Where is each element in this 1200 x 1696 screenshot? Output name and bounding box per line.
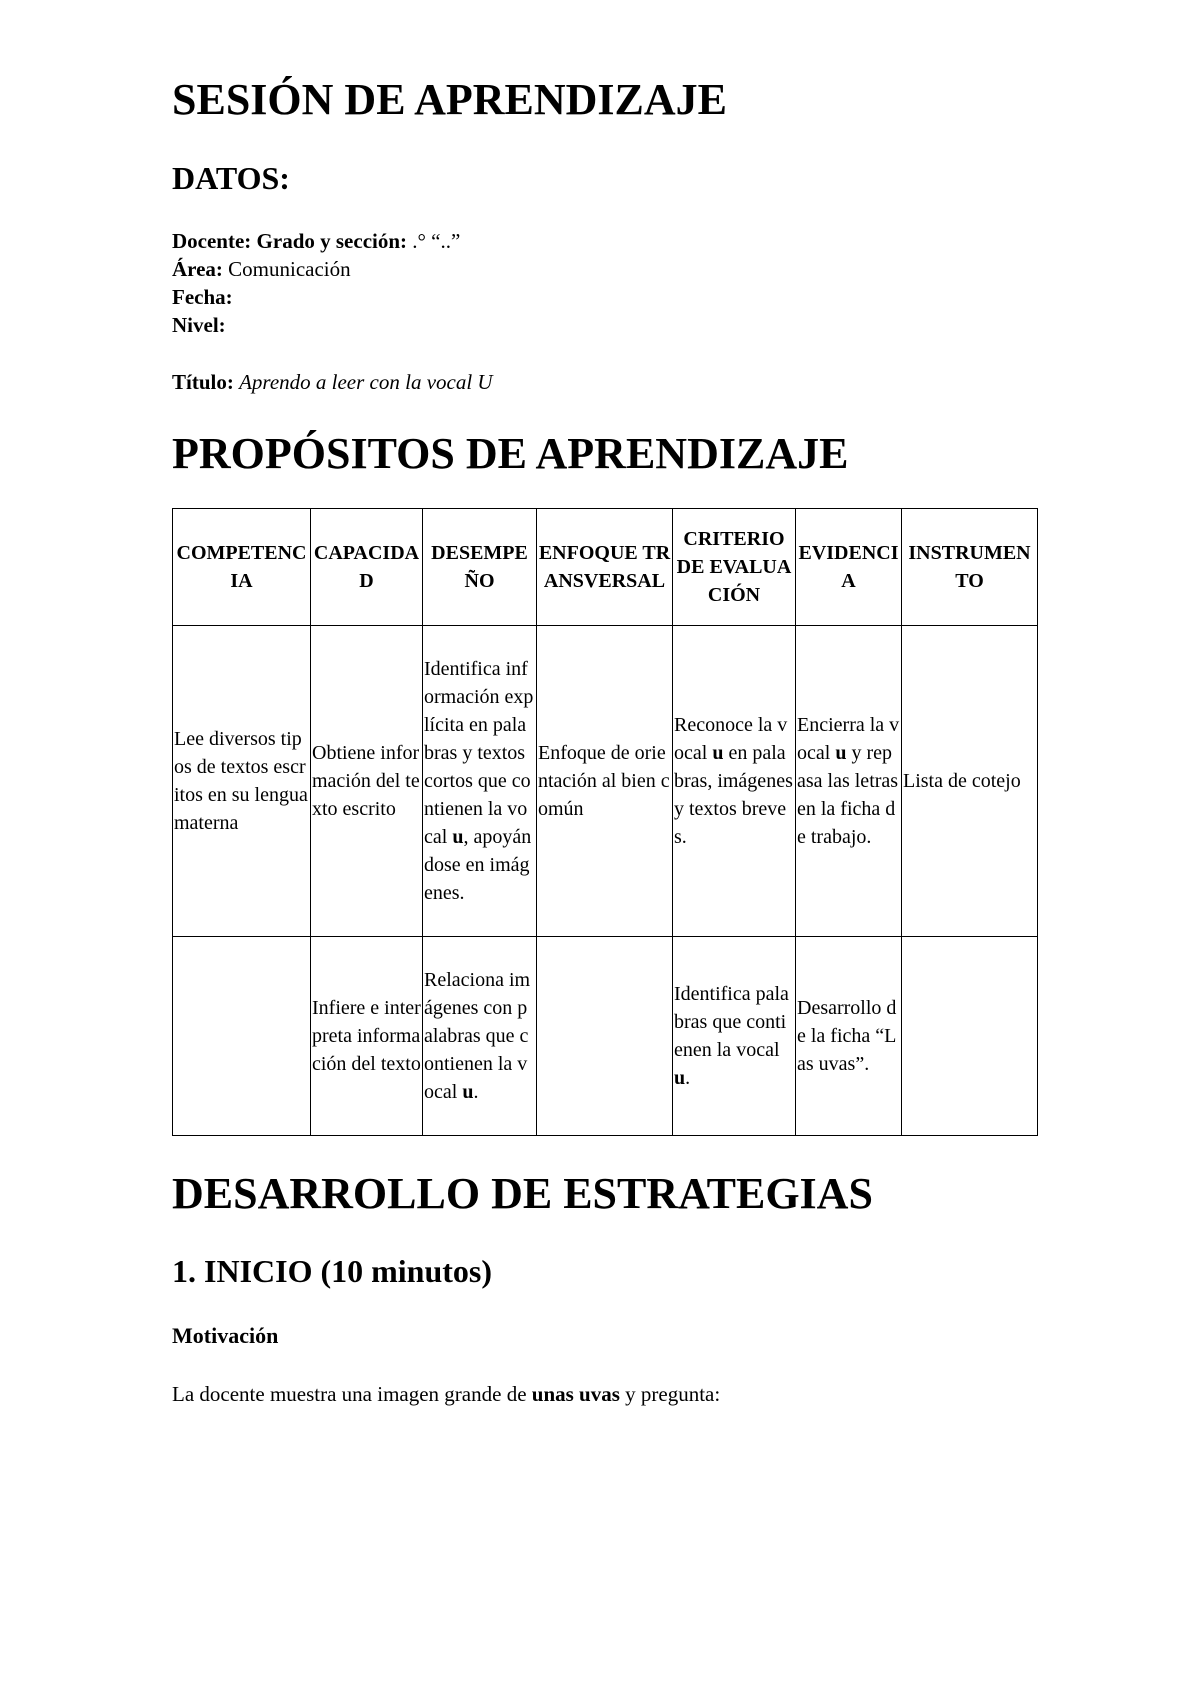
titulo-line <box>172 368 493 396</box>
motivacion-heading: Motivación <box>172 1323 279 1348</box>
area-value: Comunicación <box>228 257 351 281</box>
header-criterio: CRITERIO DE EVALUACIÓN <box>673 509 796 626</box>
header-instrumento: INSTRUMENTO <box>902 509 1038 626</box>
desempeno-text-end: , apoyándose en imágenes. <box>424 826 532 904</box>
desempeno-bold: u <box>452 826 464 848</box>
header-enfoque: ENFOQUE TRANSVERSAL <box>537 509 673 626</box>
titulo-label: Título: <box>172 370 234 394</box>
area-line <box>172 255 351 283</box>
grado-label: Grado y sección: <box>256 229 408 253</box>
cell-enfoque: Enfoque de orientación al bien común <box>537 626 673 937</box>
desempeno-text: Relaciona imágenes con palabras que contienen la vocal <box>424 969 531 1103</box>
criterio-text-end: . <box>685 1067 691 1089</box>
nivel-line <box>172 311 226 339</box>
cell-instrumento <box>902 937 1038 1136</box>
cell-desempeno <box>423 937 537 1136</box>
criterio-text: Identifica palabras que contienen la vocal <box>674 983 789 1061</box>
area-label: Área: <box>172 257 223 281</box>
cell-criterio <box>673 937 796 1136</box>
motivacion-text-end: y pregunta: <box>619 1382 721 1406</box>
table-row <box>173 937 1038 1136</box>
desempeno-text-end: . <box>473 1081 479 1103</box>
motivacion-text: La docente muestra una imagen grande de <box>172 1382 532 1406</box>
desempeno-bold: u <box>462 1081 474 1103</box>
propositos-heading: PROPÓSITOS DE APRENDIZAJE <box>172 429 849 478</box>
header-desempeno: DESEMPEÑO <box>423 509 537 626</box>
header-competencia: COMPETENCIA <box>173 509 311 626</box>
desempeno-text: Identifica información explícita en palabras y textos cortos que contienen la vocal <box>424 658 534 848</box>
desarrollo-heading: DESARROLLO DE ESTRATEGIAS <box>172 1169 873 1218</box>
header-evidencia: EVIDENCIA <box>796 509 902 626</box>
criterio-bold: u <box>712 742 724 764</box>
criterio-text-end: en palabras, imágenes y textos breves. <box>674 742 793 848</box>
motivacion-bold: unas uvas <box>531 1382 620 1406</box>
motivacion-paragraph <box>172 1380 720 1408</box>
datos-heading: DATOS: <box>172 160 290 196</box>
cell-competencia <box>173 937 311 1136</box>
cell-capacidad: Obtiene información del texto escrito <box>311 626 423 937</box>
cell-evidencia <box>796 626 902 937</box>
header-capacidad: CAPACIDAD <box>311 509 423 626</box>
docente-line <box>172 227 460 255</box>
document-title: SESIÓN DE APRENDIZAJE <box>172 75 728 124</box>
cell-instrumento: Lista de cotejo <box>902 626 1038 937</box>
cell-criterio <box>673 626 796 937</box>
fecha-label: Fecha: <box>172 285 233 309</box>
inicio-heading: 1. INICIO (10 minutos) <box>172 1253 493 1289</box>
grado-value: .° “..” <box>412 229 461 253</box>
docente-label: Docente: <box>172 229 252 253</box>
evidencia-text: Encierra la vocal <box>797 714 900 764</box>
cell-enfoque <box>537 937 673 1136</box>
nivel-label: Nivel: <box>172 313 226 337</box>
criterio-text: Reconoce la vocal <box>674 714 788 764</box>
cell-capacidad: Infiere e interpreta información del texto <box>311 937 423 1136</box>
propositos-table <box>172 508 1038 1136</box>
evidencia-text-end: y repasa las letras en la ficha de trabajo. <box>797 742 899 848</box>
table-header-row <box>173 509 1038 626</box>
cell-evidencia: Desarrollo de la ficha “Las uvas”. <box>796 937 902 1136</box>
titulo-value: Aprendo a leer con la vocal U <box>239 370 493 394</box>
criterio-bold: u <box>674 1067 686 1089</box>
fecha-line <box>172 283 233 311</box>
cell-desempeno <box>423 626 537 937</box>
evidencia-bold: u <box>835 742 847 764</box>
cell-competencia: Lee diversos tipos de textos escritos en su lengua materna <box>173 626 311 937</box>
table-row <box>173 626 1038 937</box>
